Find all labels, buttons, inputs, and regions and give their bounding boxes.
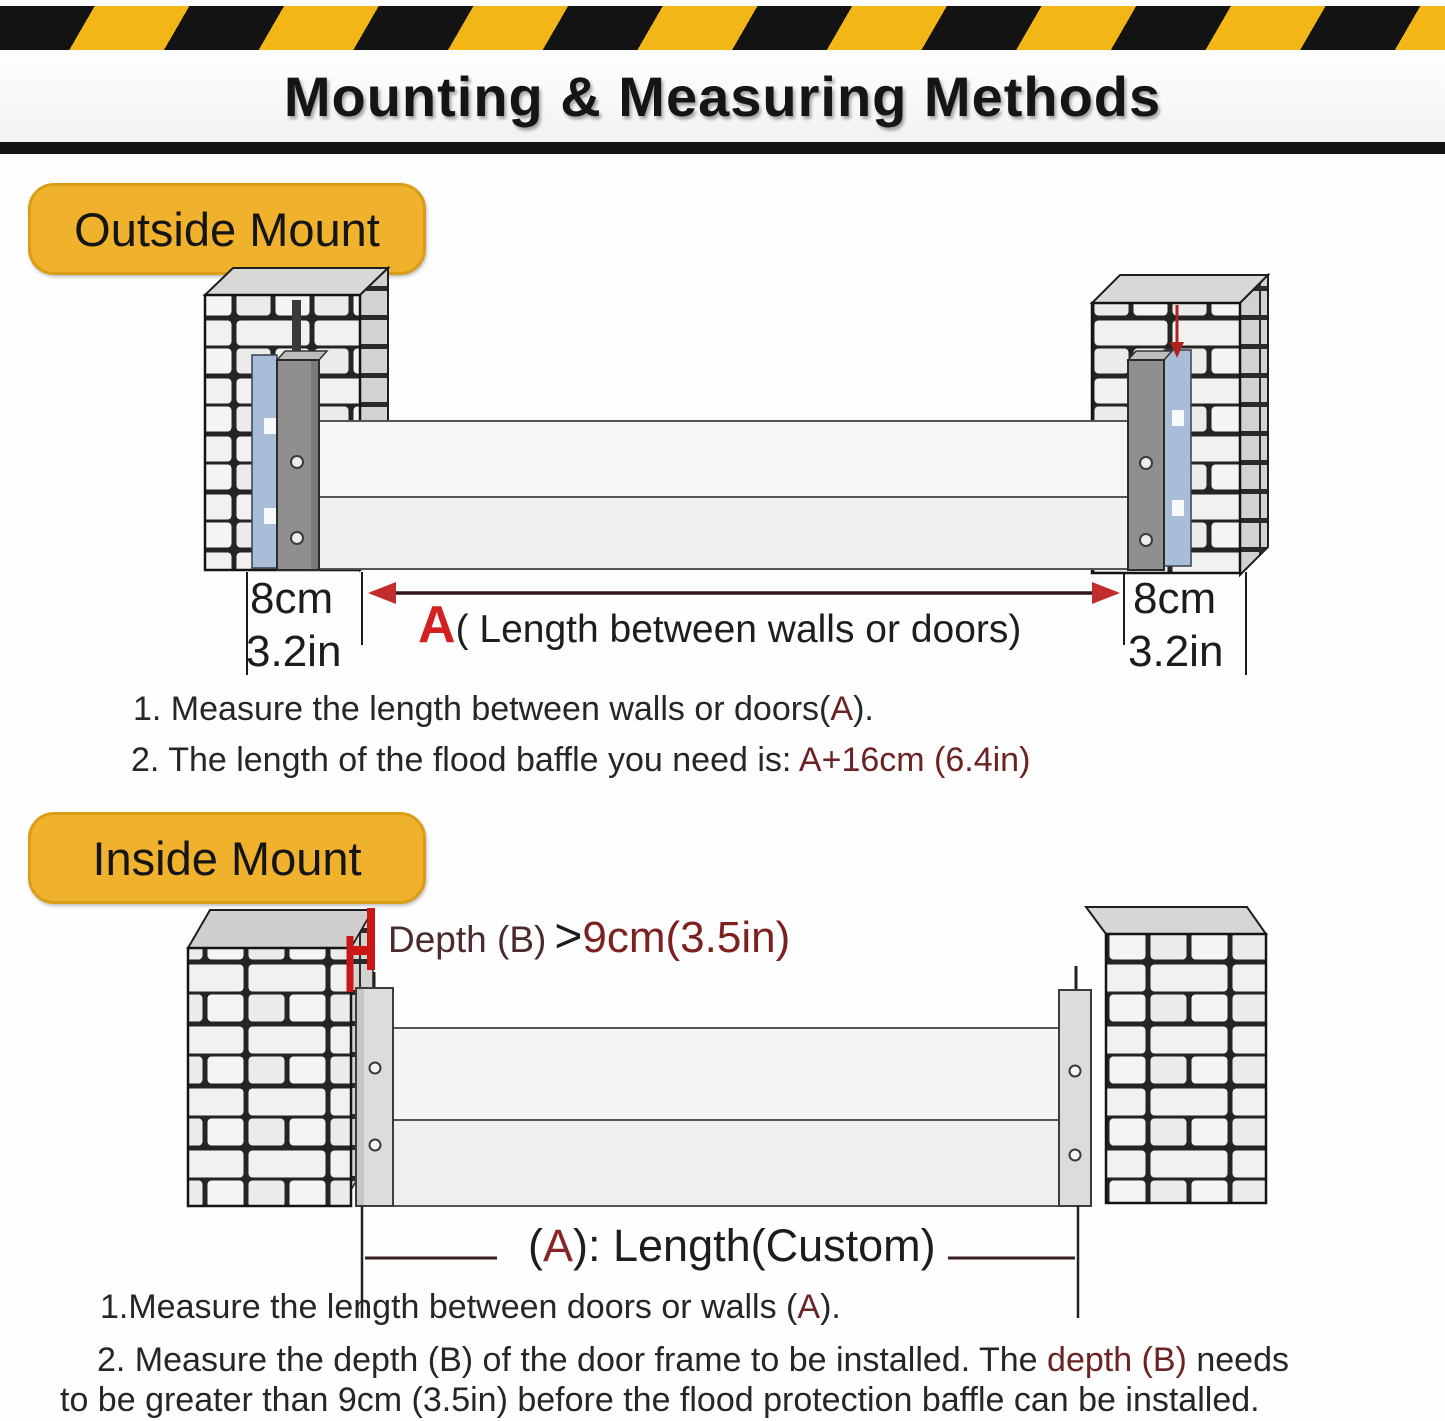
depth-text: Depth (B) <box>388 919 547 960</box>
step-text: 2. Measure the depth (B) of the door frame to be installed. The <box>97 1341 1048 1379</box>
outside-step-1 <box>133 690 874 729</box>
flood-barrier <box>310 421 1140 569</box>
inside-mount-badge-label: Inside Mount <box>92 831 362 885</box>
inside-step-2 <box>97 1341 1289 1380</box>
step-highlight: A <box>830 690 854 728</box>
page-title: Mounting & Measuring Methods <box>283 64 1162 128</box>
step-text: 2. The length of the flood baffle you need is: <box>131 741 799 779</box>
mounting-channel-right <box>1059 966 1091 1206</box>
left-door-pillar <box>188 910 373 1206</box>
seal-strip-left <box>252 355 277 568</box>
step-text: 1.Measure the length between doors or walls ( <box>100 1288 798 1326</box>
step-highlight: A+16cm (6.4in) <box>798 741 1031 779</box>
screw <box>1140 457 1152 469</box>
screw <box>291 456 303 468</box>
length-custom-label <box>528 1222 936 1269</box>
mounting-channel-left <box>356 972 393 1206</box>
step-text: to be greater than 9cm (3.5in) before the flood protection baffle can be installed. <box>60 1381 1260 1419</box>
step-text: 1. Measure the length between walls or doors( <box>133 690 831 728</box>
length-post: ): Length(Custom) <box>573 1220 936 1271</box>
inside-step-3 <box>60 1381 1260 1420</box>
dim-right-cm-label: 8cm <box>1133 574 1217 623</box>
screw <box>370 1140 381 1151</box>
outside-mount-badge-label: Outside Mount <box>74 202 380 256</box>
length-between-walls-label <box>418 598 1021 653</box>
outside-step-2 <box>131 741 1030 780</box>
step-text: ). <box>853 690 874 728</box>
screw <box>291 532 303 544</box>
screw <box>1070 1066 1081 1077</box>
step-text: needs <box>1186 1341 1289 1379</box>
screw <box>1140 534 1152 546</box>
right-door-pillar <box>1086 907 1266 1203</box>
mounting-channel-left <box>277 351 327 570</box>
dim-left-in-label: 3.2in <box>246 627 342 676</box>
inside-mount-badge <box>28 812 426 904</box>
hazard-stripe-banner <box>0 6 1445 50</box>
inside-step-1 <box>100 1288 841 1327</box>
depth-value: 9cm(3.5in) <box>582 913 791 962</box>
length-letter: A <box>543 1220 574 1271</box>
seal-strip-right <box>1164 350 1191 566</box>
step-text: ). <box>820 1288 841 1326</box>
step-highlight: A <box>797 1288 821 1326</box>
banner-divider <box>0 142 1445 154</box>
flood-barrier <box>393 1028 1060 1206</box>
screw <box>1070 1150 1081 1161</box>
depth-label <box>388 912 790 962</box>
length-pre: ( <box>528 1220 543 1271</box>
screw <box>370 1063 381 1074</box>
length-text: ( Length between walls or doors) <box>455 608 1022 651</box>
dim-left-cm-label: 8cm <box>250 574 334 623</box>
greater-than-symbol: > <box>554 910 583 963</box>
length-letter: A <box>418 596 456 654</box>
title-band <box>0 50 1445 142</box>
dim-right-in-label: 3.2in <box>1128 627 1224 676</box>
step-highlight: depth (B) <box>1047 1341 1187 1379</box>
